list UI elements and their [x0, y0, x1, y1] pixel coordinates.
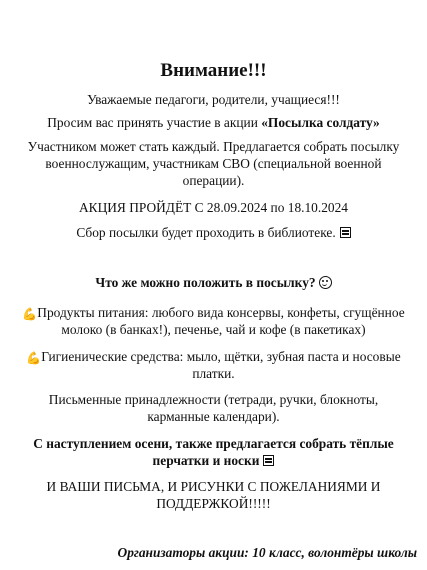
stationery-line-1: Письменные принадлежности (тетради, ручки, блокноты,	[48, 392, 379, 407]
book-icon	[263, 455, 274, 466]
participants-line-1: Участником может стать каждый. Предлагается собрать посылку	[27, 139, 400, 154]
smiley-icon	[319, 276, 332, 289]
location-text: Сбор посылки будет проходить в библиотеке.	[76, 225, 336, 240]
letters-line-1: И ВАШИ ПИСЬМА, И РИСУНКИ С ПОЖЕЛАНИЯМИ И	[46, 479, 381, 494]
food-line-2: молоко (в банках!), печенье, чай и кофе (в пакетиках)	[61, 322, 366, 337]
hygiene-line-2: платки.	[192, 366, 235, 381]
location-line	[20, 224, 407, 241]
autumn-line-2	[20, 452, 407, 469]
greeting-line: Уважаемые педагоги, родители, учащиеся!!!	[87, 92, 340, 107]
flexed-arm-icon: 💪	[26, 351, 42, 365]
question-text: Что же можно положить в посылку?	[95, 275, 316, 290]
food-text-1: Продукты питания: любого вида консервы, конфеты, сгущённое	[37, 305, 405, 320]
flexed-arm-icon: 💪	[22, 307, 38, 321]
autumn-text-2: перчатки и носки	[152, 453, 260, 468]
hygiene-line-1	[20, 348, 407, 365]
stationery-line-2: карманные календари).	[147, 409, 280, 424]
page-title: Внимание!!!	[160, 60, 267, 81]
action-name: «Посылка солдату»	[261, 115, 380, 130]
request-line	[20, 114, 407, 131]
book-icon	[340, 227, 351, 238]
question-line	[20, 274, 407, 291]
participants-line-3: операции).	[182, 173, 245, 188]
hygiene-text-1: Гигиенические средства: мыло, щётки, зубная паста и носовые	[41, 349, 401, 364]
participants-line-2: военнослужащим, участникам СВО (специальной военной	[45, 156, 382, 171]
autumn-line-1: С наступлением осени, также предлагается собрать тёплые	[33, 436, 394, 451]
letters-line-2: ПОДДЕРЖКОЙ!!!!!	[156, 496, 271, 511]
dates-line: АКЦИЯ ПРОЙДЁТ С 28.09.2024 по 18.10.2024	[78, 200, 349, 215]
food-line-1	[20, 304, 407, 321]
request-prefix: Просим вас принять участие в акции	[47, 115, 262, 130]
organizers-line: Организаторы акции: 10 класс, волонтёры школы	[117, 545, 417, 560]
